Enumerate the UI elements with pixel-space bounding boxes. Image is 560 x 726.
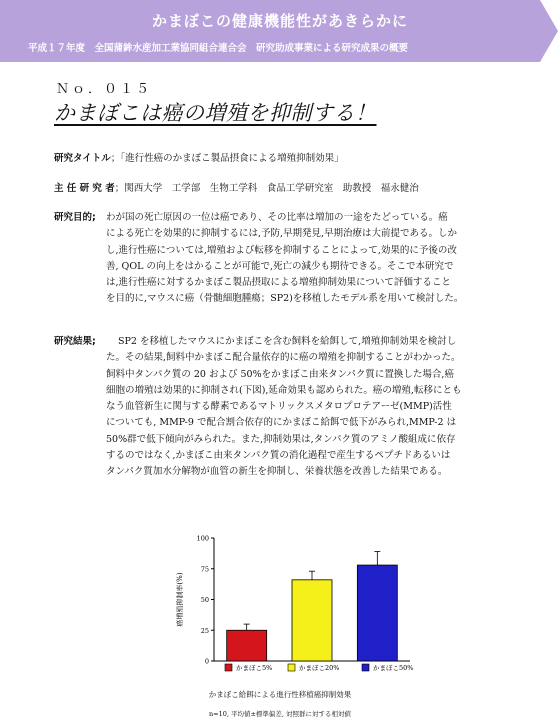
y-tick-label: 75 (200, 565, 209, 574)
researcher-row (54, 180, 419, 194)
results-line: 細胞の増殖は効果的に抑制され(下図),延命効果も認められた。癌の増殖,転移にとも (106, 384, 462, 396)
purpose-line: し,進行性癌については,増殖および転移を抑制することによって,効果的に予後の改 (106, 244, 457, 256)
chart-caption: かまぼこ給餌による進行性移植癌抑制効果 (208, 690, 352, 699)
results-line: についても, MMP-9 で配合割合依存的にかまぼこ給餌で低下がみられ,MMP-2 は (106, 417, 457, 429)
results-line: なう血管新生に関与する酵素であるマトリックスメタロプロテアーゼ(MMP)活性 (106, 401, 452, 413)
bar-chart (170, 528, 420, 678)
researcher-value: ；関西大学 工学部 生物工学科 食品工学研究室 助教授 福永健治 (114, 183, 419, 194)
results-line: 50%群で低下傾向がみられた。また,抑制効果は,タンパク質のアミノ酸組成に依存 (106, 433, 456, 445)
results-line: するのではなく,かまぼこ由来タンパク質の消化過程で産生するペプチドあるいは (106, 450, 451, 462)
bar (292, 580, 332, 661)
purpose-section (54, 210, 524, 308)
report-headline: かまぼこは癌の増殖を抑制する！ (54, 101, 377, 125)
results-label: 研究結果; (54, 336, 96, 347)
header-banner (0, 0, 560, 62)
title-row (54, 150, 344, 164)
results-line: た。その結果,飼料中かまぼこ配合量依存的に癌の増殖を抑制することがわかった。 (106, 352, 461, 364)
legend-swatch (362, 664, 369, 671)
results-line: タンパク質加水分解物が血管の新生を抑制し、栄養状態を改善した結果である。 (106, 466, 448, 478)
y-axis-label: 癌増殖抑制率(%) (176, 572, 184, 627)
results-line: SP2 を移植したマウスにかまぼこを含む飼料を給餌して,増殖抑制効果を検討し (118, 336, 457, 347)
purpose-label: 研究目的; (54, 212, 96, 223)
purpose-line: は,進行性癌に対するかまぼこ製品摂取による増殖抑制効果について評価すること (106, 277, 451, 289)
legend-label: かまぼこ5% (236, 664, 273, 672)
results-section (54, 334, 524, 481)
report-number: Ｎｏ．０１５ (56, 82, 153, 97)
y-tick-label: 100 (196, 534, 209, 543)
chart-note: n=10, 平均値±標準偏差, 対照群に対する相対値 (208, 710, 352, 718)
bar (227, 630, 267, 661)
legend-label: かまぼこ50% (373, 664, 414, 672)
purpose-line: による死亡を効果的に抑制するには,予防,早期発見,早期治療は大前提である。しか (106, 228, 458, 240)
title-label: 研究タイトル (54, 153, 111, 164)
legend-swatch (288, 664, 295, 671)
purpose-line: わが国の死亡原因の一位は癌であり、その比率は増加の一途をたどっている。癌 (106, 212, 448, 223)
chart-container (170, 528, 420, 678)
y-tick-label: 0 (204, 657, 209, 666)
bar (357, 565, 397, 661)
y-tick-label: 50 (200, 596, 209, 604)
y-tick-label: 25 (200, 626, 209, 635)
banner-title: かまぼこの健康機能性があきらかに (151, 12, 408, 30)
banner-subtitle: 平成１７年度 全国蒲鉾水産加工業協同組合連合会 研究助成事業による研究成果の概要 (28, 43, 409, 54)
results-line: 飼料中タンパク質の 20 および 50%をかまぼこ由来タンパク質に置換した場合,癌 (106, 368, 454, 380)
legend-label: かまぼこ20% (299, 664, 340, 672)
purpose-line: を目的に,マウスに癌（骨髄細胞腫瘍；SP2)を移植したモデル系を用いて検討した。 (106, 293, 464, 305)
title-value: ；「進行性癌のかまぼこ製品摂食による増殖抑制効果」 (110, 153, 344, 164)
researcher-label: 主 任 研 究 者 (54, 183, 115, 194)
legend-swatch (225, 664, 232, 671)
purpose-line: 善, QOL の向上をはかることが可能で,死亡の減少も期待できる。そこで本研究で (106, 260, 454, 272)
